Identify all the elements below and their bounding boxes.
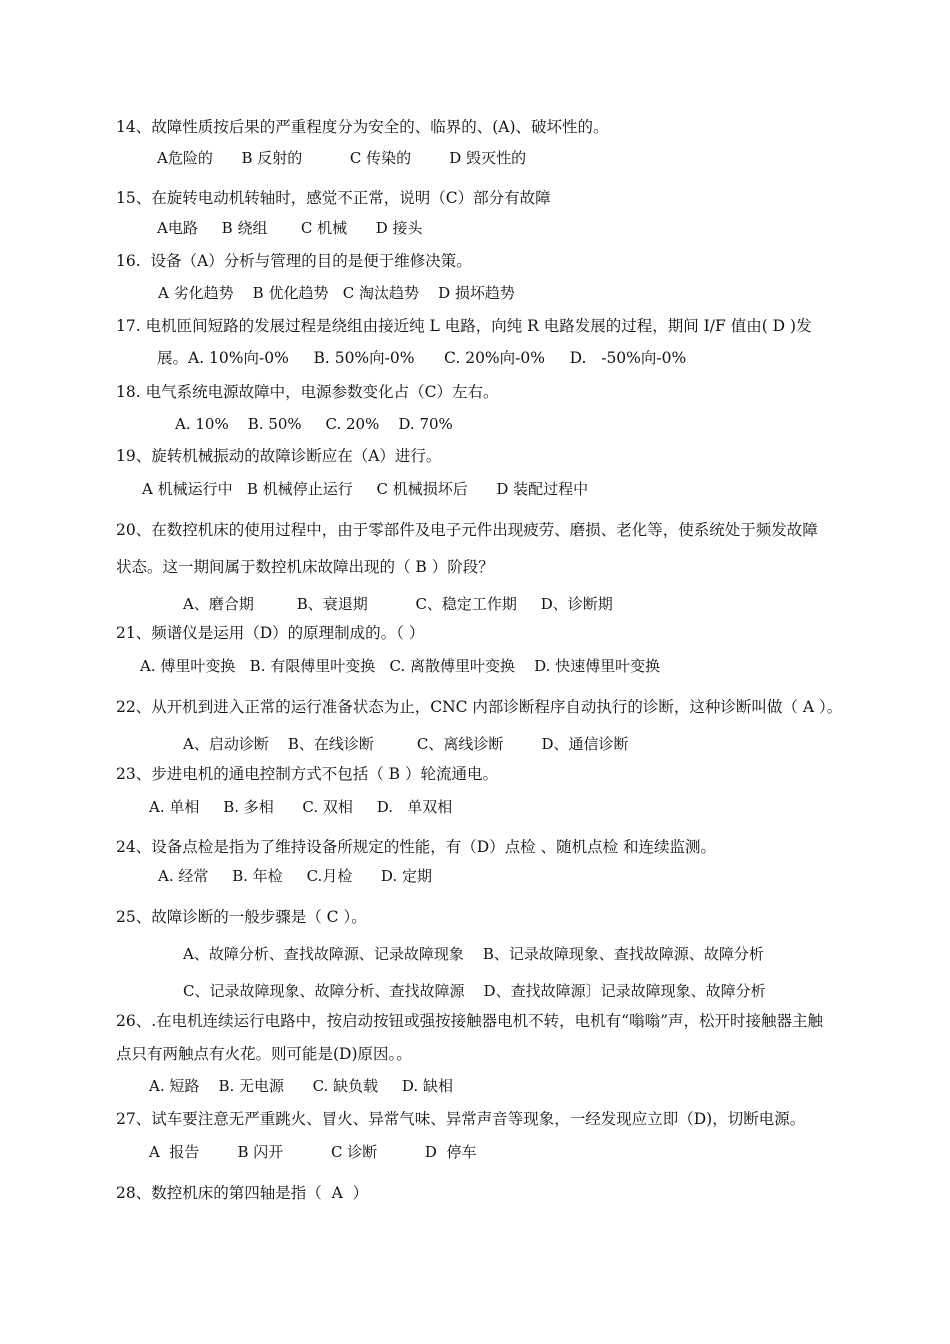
question-15: 15、在旋转电动机转轴时，感觉不正常，说明（C）部分有故障 <box>116 189 551 207</box>
options-24: A. 经常 B. 年检 C.月检 D. 定期 <box>158 867 432 885</box>
question-26: 26、.在电机连续运行电路中，按启动按钮或强按接触器电机不转，电机有“嗡嗡”声，松开时接触器主触 <box>116 1012 824 1030</box>
options-14: A危险的 B 反射的 C 传染的 D 毁灭性的 <box>157 149 527 167</box>
question-25: 25、故障诊断的一般步骤是（ C ）。 <box>116 908 367 926</box>
options-16: A 劣化趋势 B 优化趋势 C 淘汰趋势 D 损坏趋势 <box>158 284 515 302</box>
question-17: 17. 电机匝间短路的发展过程是绕组由接近纯 L 电路，向纯 R 电路发展的过程，期间 I/F 值由( D )发 <box>116 317 812 335</box>
question-19: 19、旋转机械振动的故障诊断应在（A）进行。 <box>116 447 442 465</box>
question-27: 27、试车要注意无严重跳火、冒火、异常气味、异常声音等现象，一经发现应立即（D)，切断电源。 <box>116 1110 806 1128</box>
options-20: A、磨合期 B、衰退期 C、稳定工作期 D、诊断期 <box>183 595 613 613</box>
question-20-continued: 状态。这一期间属于数控机床故障出现的（ B ）阶段？ <box>116 558 494 576</box>
question-28: 28、数控机床的第四轴是指（ A ） <box>116 1184 369 1202</box>
question-18: 18. 电气系统电源故障中，电源参数变化占（C）左右。 <box>116 383 499 401</box>
options-18: A. 10% B. 50% C. 20% D. 70% <box>175 415 453 433</box>
question-22: 22、从开机到进入正常的运行准备状态为止，CNC 内部诊断程序自动执行的诊断，这种诊断叫做（ A ）。 <box>116 698 843 716</box>
options-23: A. 单相 B. 多相 C. 双相 D. 单双相 <box>149 798 453 816</box>
options-22: A、启动诊断 B、在线诊断 C、离线诊断 D、通信诊断 <box>183 735 629 753</box>
question-16: 16. 设备（A）分析与管理的目的是便于维修决策。 <box>116 252 472 270</box>
question-20: 20、在数控机床的使用过程中，由于零部件及电子元件出现疲劳、磨损、老化等，使系统处于频发故障 <box>116 521 818 539</box>
question-14: 14、故障性质按后果的严重程度分为安全的、临界的、(A)、破坏性的。 <box>116 118 609 136</box>
options-21: A. 傅里叶变换 B. 有限傅里叶变换 C. 离散傅里叶变换 D. 快速傅里叶变换 <box>140 657 661 675</box>
options-15: A电路 B 绕组 C 机械 D 接头 <box>157 219 423 237</box>
options-19: A 机械运行中 B 机械停止运行 C 机械损坏后 D 装配过程中 <box>142 480 589 498</box>
question-24: 24、设备点检是指为了维持设备所规定的性能，有（D）点检 、随机点检 和连续监测。 <box>116 838 717 856</box>
question-21: 21、频谱仪是运用（D）的原理制成的。（ ） <box>116 624 425 642</box>
question-17-continued: 展。A. 10%向-0% B. 50%向-0% C. 20%向-0% D. -50%向-0% <box>157 349 687 367</box>
question-26-continued: 点只有两触点有火花。则可能是(D)原因。。 <box>116 1045 412 1063</box>
options-27: A 报告 B 闪开 C 诊断 D 停车 <box>149 1143 477 1161</box>
options-26: A. 短路 B. 无电源 C. 缺负载 D. 缺相 <box>149 1077 453 1095</box>
question-23: 23、步进电机的通电控制方式不包括（ B ）轮流通电。 <box>116 765 498 783</box>
options-25-cd: C、记录故障现象、故障分析、查找故障源 D、查找故障源〕记录故障现象、故障分析 <box>183 982 766 1000</box>
options-25-ab: A、故障分析、查找故障源、记录故障现象 B、记录故障现象、查找故障源、故障分析 <box>183 945 764 963</box>
